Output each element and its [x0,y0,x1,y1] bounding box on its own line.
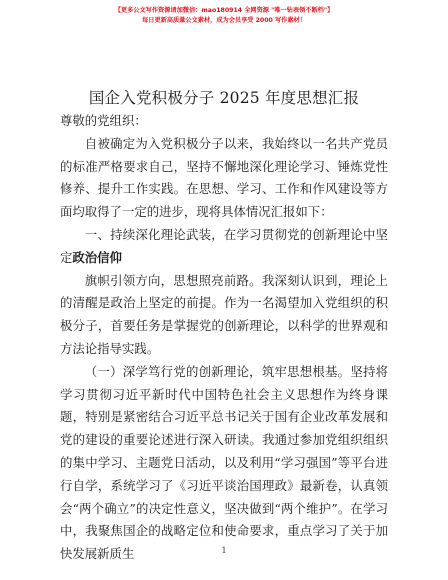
salutation: 尊敬的党组织： [60,113,147,128]
section-heading-1-text: 一、持续深化理论武装，在学习贯彻党的创新理论中坚定 [60,226,388,265]
document-body [60,110,388,566]
document-title: 国企入党积极分子 2025 年度思想汇报 [88,89,360,107]
intro-paragraph: 自被确定为入党积极分子以来，我始终以一名共产党员的标准严格要求自己，坚持不懈地深化理论学习、锤炼党性修养、提升工作实践。在思想、学习、工作和作风建设等方面均取得了一定的进步，现将具体情况汇报如下： [60,135,388,220]
paragraph-3: （一）深学笃行党的创新理论，筑牢思想根基。坚持将学习贯彻习近平新时代中国特色社会主义思想作为终身课题，特别是紧密结合习近平总书记关于国有企业改革发展和党的建设的重要论述进行深入研读。我通过参加党组织组织的集中学习、主题党日活动，以及利用“学习强国”等平台进行自学，系统学习了《习近平谈治国理政》最新卷，认真领会“两个确立”的决定性意义，坚决做到“两个维护”。在学习中，我聚焦国企的战略定位和使命要求，重点学习了关于加快发展新质生 [60,363,388,562]
promo-banner-line1: 【更多公文写作资源请加微信：mao180914 全网资源 "唯一钻表领不断档"】 [114,7,334,14]
paragraph-2: 旗帜引领方向，思想照亮前路。我深刻认识到，理论上的清醒是政治上坚定的前提。作为一名渴望加入党组织的积极分子，首要任务是掌握党的创新理论，以科学的世界观和方法论指导实践。 [60,272,388,356]
promo-banner [0,6,448,26]
section-heading-1 [60,224,388,270]
promo-banner-line2: 每日更新高质量公文素材，成为会员享受 2000 写作素材！ [142,17,306,24]
section-heading-1-bold: 政治信仰 [72,249,122,265]
page-number: 1 [221,546,227,555]
